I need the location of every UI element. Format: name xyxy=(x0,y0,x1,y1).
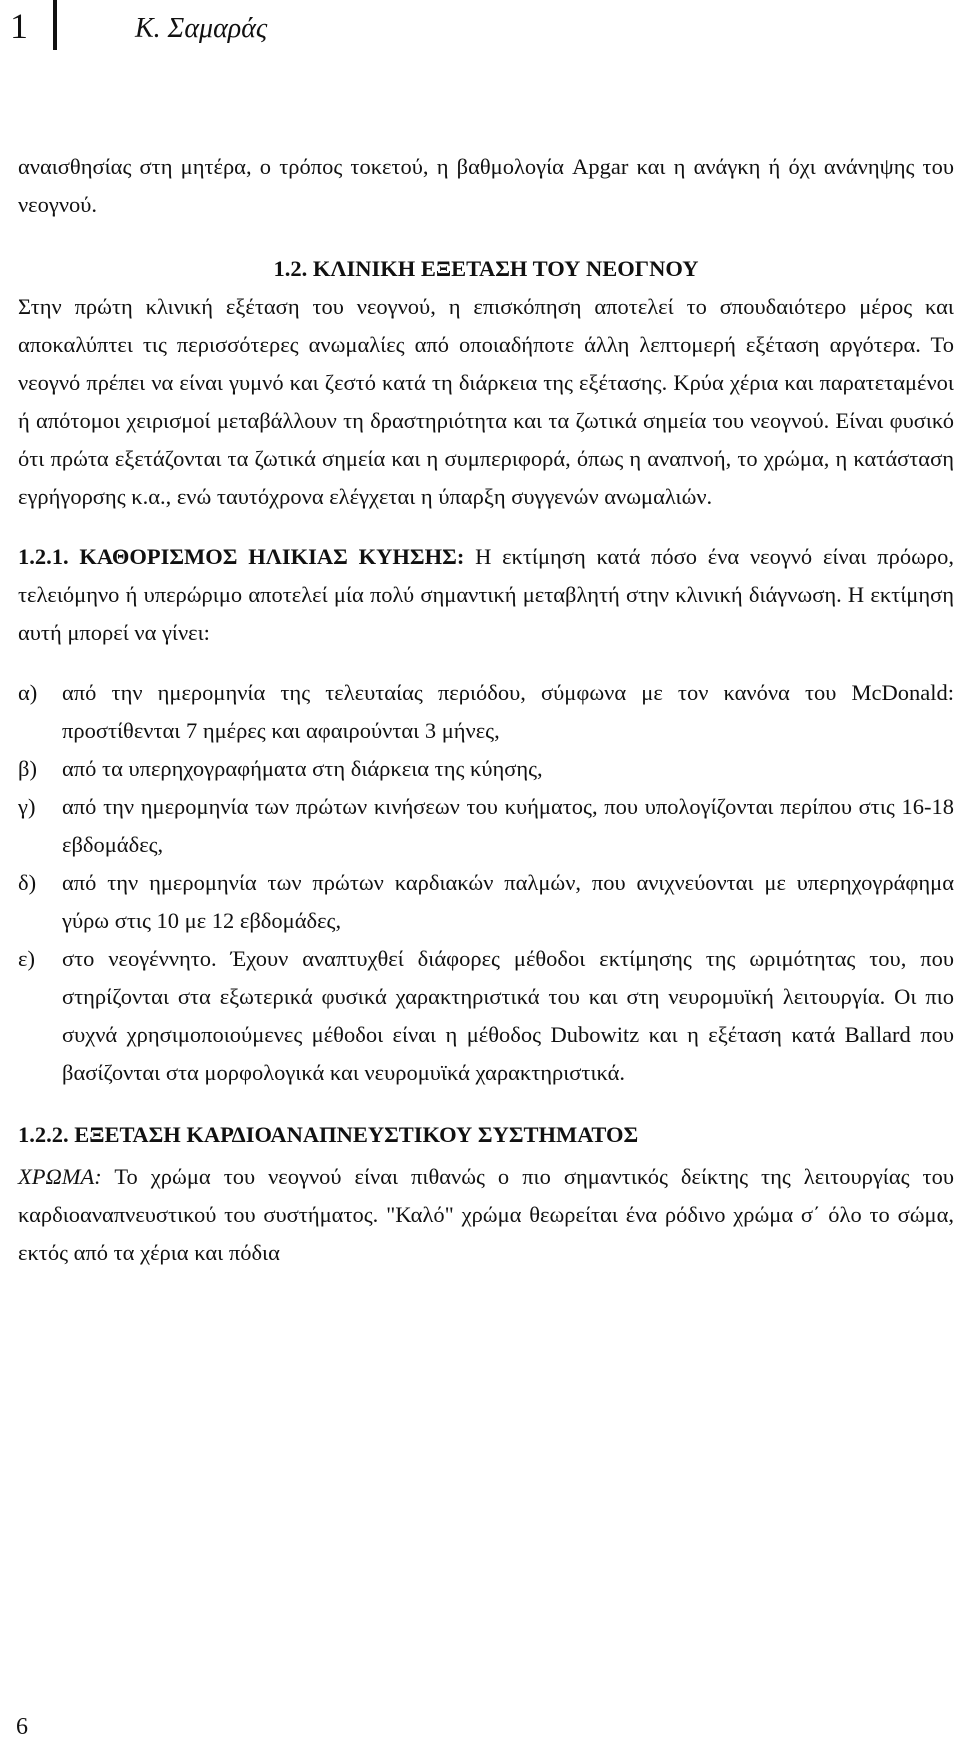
section-paragraph-1-2-1 xyxy=(18,538,954,652)
list-item xyxy=(18,674,954,750)
list-item xyxy=(18,940,954,1092)
section-heading-1-2-2: 1.2.2. ΕΞΕΤΑΣΗ ΚΑΡΔΙΟΑΝΑΠΝΕΥΣΤΙΚΟΥ ΣΥΣΤΗΜΑΤΟΣ xyxy=(18,1122,639,1147)
list-item xyxy=(18,750,954,788)
section-text-1-2-1: Η εκτίμηση κατά πόσο ένα νεογνό είναι πρόωρο, τελειόμηνο ή υπερώριμο αποτελεί μία πολύ σημαντική μεταβλητή στην κλινική διάγνωση. Η εκτίμηση αυτή μπορεί να γίνει: xyxy=(18,544,954,645)
page-header xyxy=(0,0,960,56)
list-item-label: δ) xyxy=(18,870,37,895)
list-item xyxy=(18,864,954,940)
list-item-label: ε) xyxy=(18,946,35,971)
criteria-list xyxy=(18,674,954,1092)
header-divider xyxy=(53,0,57,50)
list-item-text: στο νεογέννητο. Έχουν αναπτυχθεί διάφορες μέθοδοι εκτίμησης της ωριμότητας του, που στηρίζονται στα εξωτερικά φυσικά χαρακτηριστικά του και στη νευρομυϊκή λειτουργία. Οι πιο συχνά χρησιμοποιούμενες μέθοδοι είναι η μέθοδος Dubowitz και η εξέταση κατά Ballard που βασίζονται στα μορφολογικά και νευρομυϊκά χαρακτηριστικά. xyxy=(62,946,954,1085)
section-heading-1-2-1: 1.2.1. ΚΑΘΟΡΙΣΜΟΣ ΗΛΙΚΙΑΣ ΚΥΗΣΗΣ: xyxy=(18,544,465,569)
list-item-text: από τα υπερηχογραφήματα στη διάρκεια της κύησης, xyxy=(62,756,543,781)
section-heading-1-2: 1.2. ΚΛΙΝΙΚΗ ΕΞΕΤΑΣΗ ΤΟΥ ΝΕΟΓΝΟΥ xyxy=(273,256,699,281)
list-item-label: β) xyxy=(18,756,37,781)
list-item-label: γ) xyxy=(18,794,36,819)
color-label: ΧΡΩΜΑ: xyxy=(18,1164,102,1189)
list-item-label: α) xyxy=(18,680,38,705)
document-body xyxy=(18,148,954,1272)
intro-paragraph: αναισθησίας στη μητέρα, ο τρόπος τοκετού, η βαθμολογία Apgar και η ανάγκη ή όχι ανάνηψης του νεογνού. xyxy=(18,154,954,217)
author-name: Κ. Σαμαράς xyxy=(135,13,268,44)
section-text-1-2-2: Το χρώμα του νεογνού είναι πιθανώς ο πιο σημαντικός δείκτης της λειτουργίας του καρδιοαναπνευστικού του συστήματος. "Καλό" χρώμα θεωρείται ένα ρόδινο χρώμα σ΄ όλο το σώμα, εκτός από τα χέρια και πόδια xyxy=(18,1164,954,1265)
section-paragraph-1-2: Στην πρώτη κλινική εξέταση του νεογνού, η επισκόπηση αποτελεί το σπουδαιότερο μέρος και αποκαλύπτει τις περισσότερες ανωμαλίες από οποιαδήποτε άλλη λεπτομερή εξέταση αργότερα. Το νεογνό πρέπει να είναι γυμνό και ζεστό κατά τη διάρκεια της εξέτασης. Κρύα χέρια και παρατεταμένοι ή απότομοι χειρισμοί μεταβάλλουν τη δραστηριότητα και τα ζωτικά σημεία του νεογνού. Είναι φυσικό ότι πρώτα εξετάζονται τα ζωτικά σημεία και η συμπεριφορά, όπως η αναπνοή, το χρώμα, η κατάσταση εγρήγορσης κ.α., ενώ ταυτόχρονα ελέγχεται η ύπαρξη συγγενών ανωμαλιών. xyxy=(18,294,954,509)
section-paragraph-1-2-2 xyxy=(18,1158,954,1272)
list-item xyxy=(18,788,954,864)
chapter-number: 1 xyxy=(10,6,28,46)
list-item-text: από την ημερομηνία των πρώτων καρδιακών παλμών, που ανιχνεύονται με υπερηχογράφημα γύρω στις 10 με 12 εβδομάδες, xyxy=(62,870,954,933)
list-item-text: από την ημερομηνία της τελευταίας περιόδου, σύμφωνα με τον κανόνα του McDonald: προστίθενται 7 ημέρες και αφαιρούνται 3 μήνες, xyxy=(62,680,954,743)
list-item-text: από την ημερομηνία των πρώτων κινήσεων του κυήματος, που υπολογίζονται περίπου στις 16-18 εβδομάδες, xyxy=(62,794,954,857)
page-number: 6 xyxy=(16,1714,28,1740)
